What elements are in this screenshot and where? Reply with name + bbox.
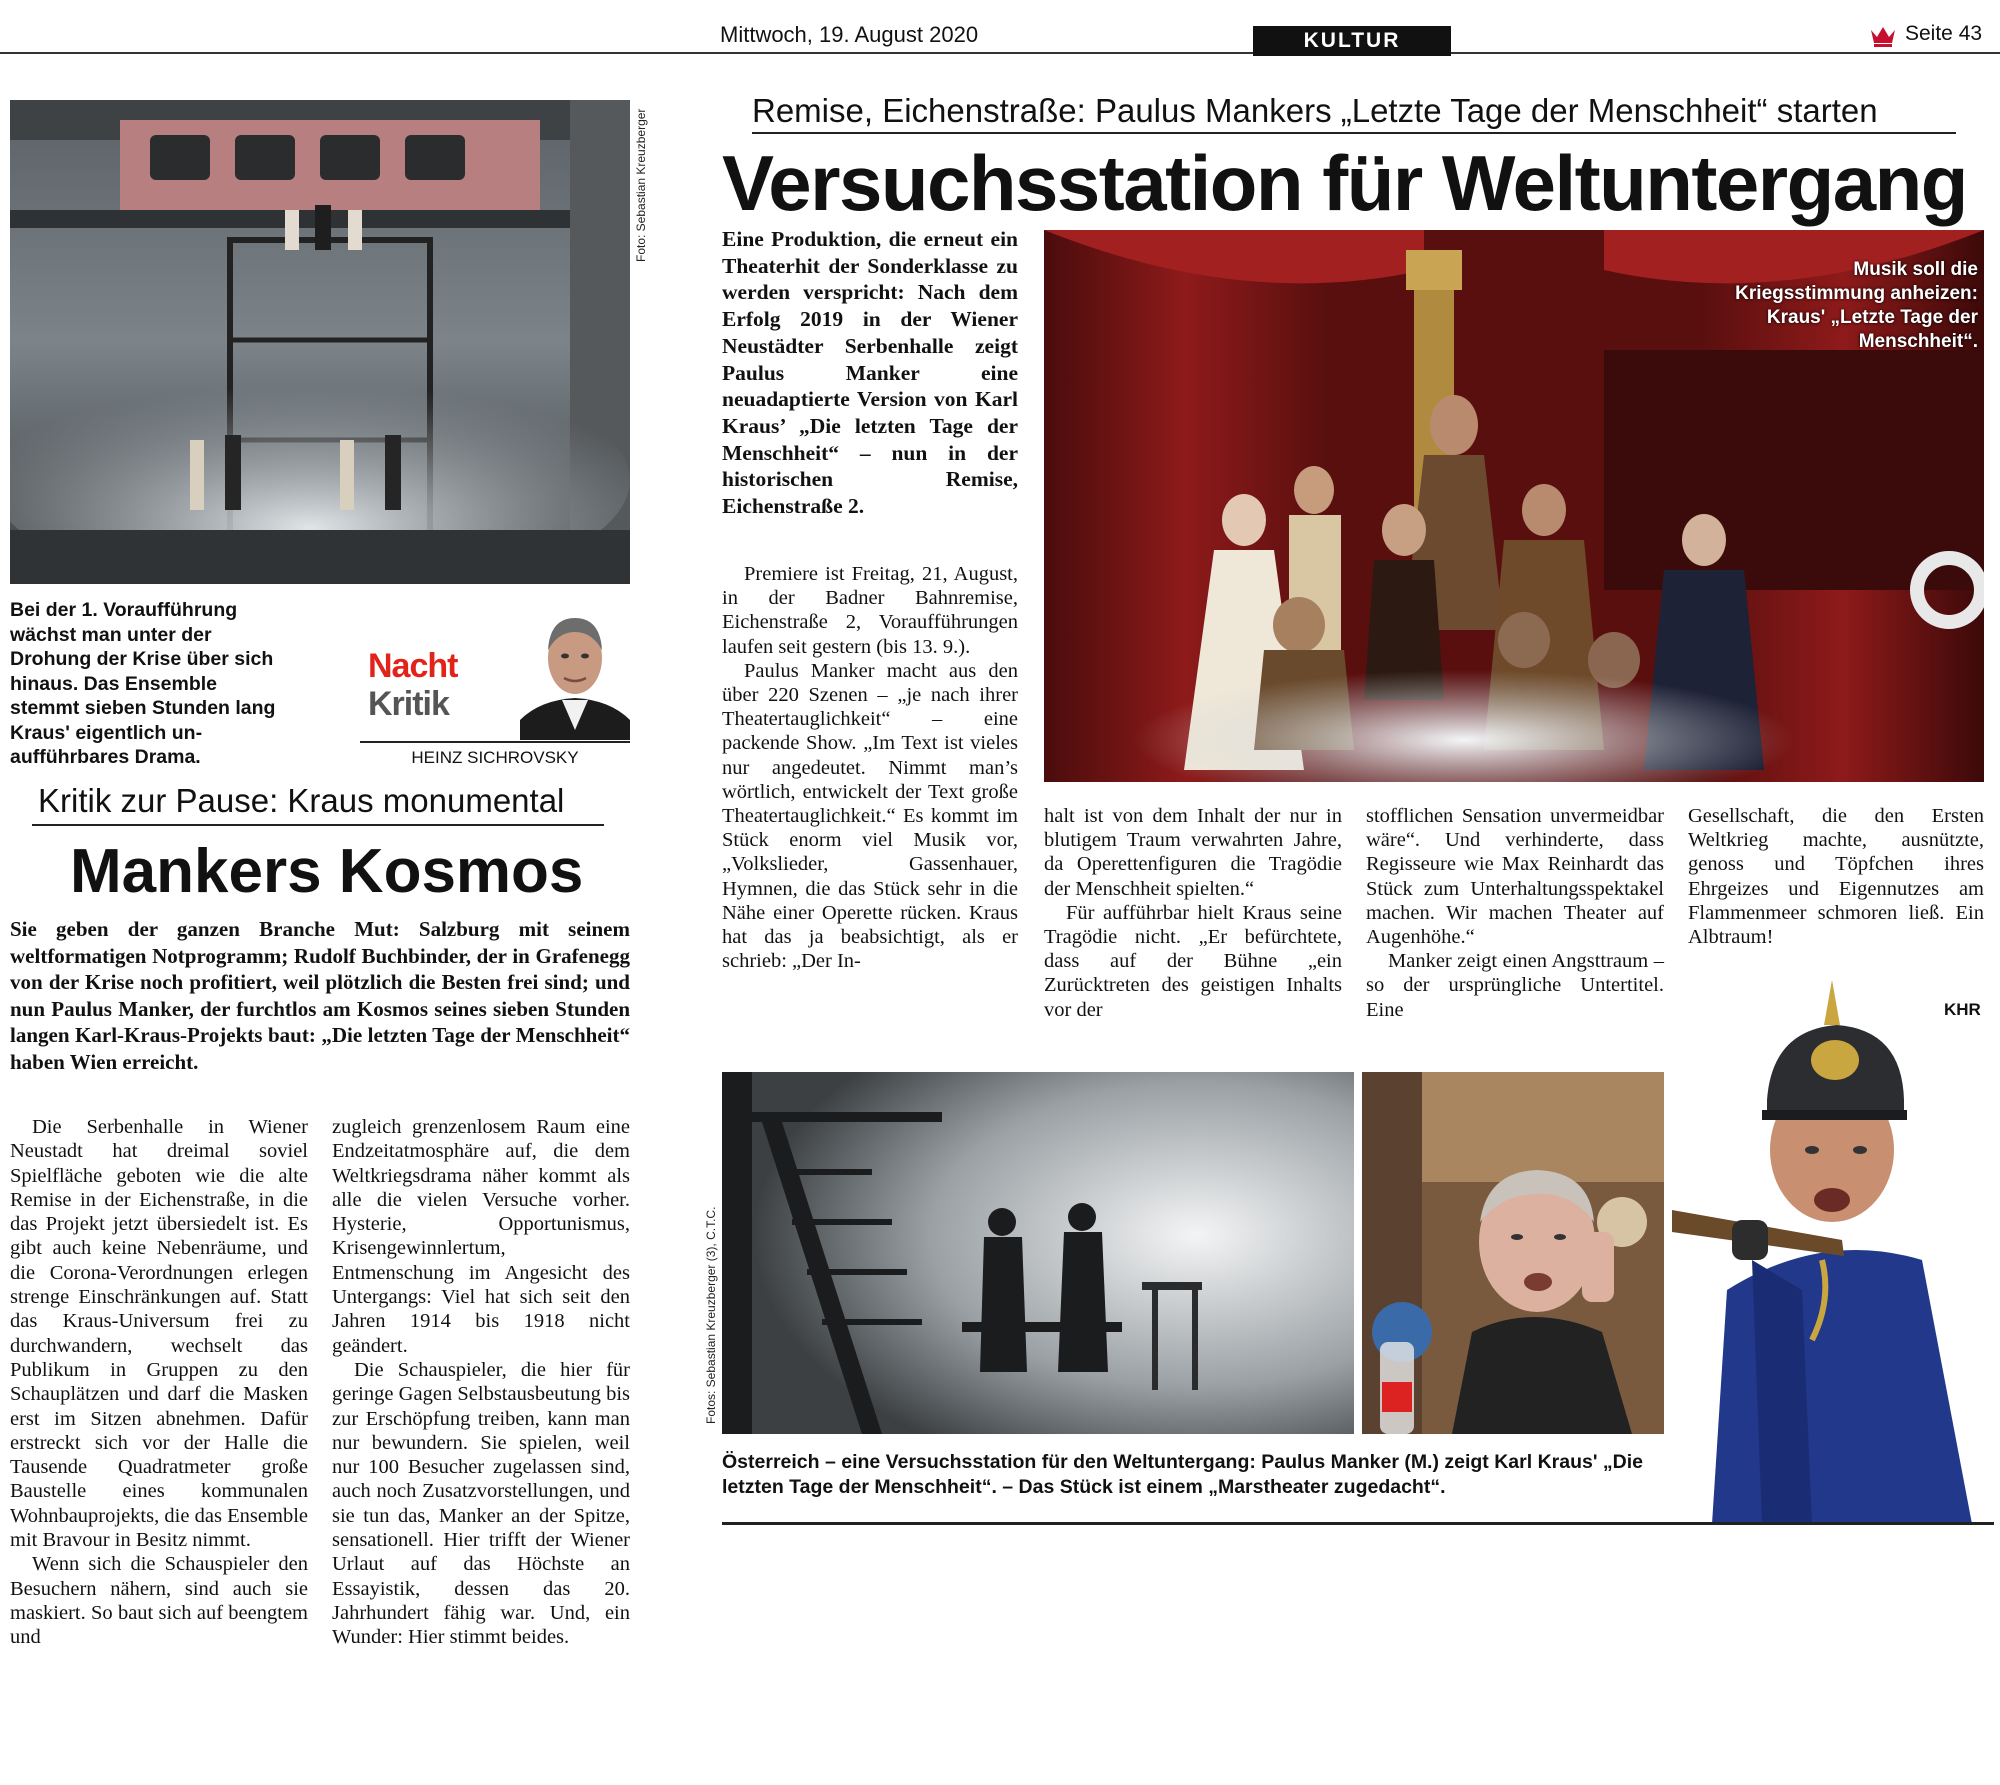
- right-kicker: Remise, Eichenstraße: Paulus Mankers „Letzte Tage der Menschheit“ starten: [752, 92, 1878, 129]
- author-portrait: [520, 600, 630, 740]
- bottom-caption: Österreich – eine Versuchsstation für den Weltuntergang: Paulus Manker (M.) zeigt Karl Kraus' „Die letzten Tage der Menschheit“. – Das Stück ist einem „Marstheater zugedacht“.: [722, 1451, 1643, 1498]
- right-lead: Eine Produktion, die erneut ein Theaterhit der Sonderklasse zu werden verspricht: Nach dem Erfolg 2019 in der Wiener Neustädter Serbenhalle zeigt Paulus Manker eine neuadaptierte Version von Karl Kraus’ „Die letzten Tage der Menschheit“ – nun in der historischen Remise, Eichenstraße 2.: [722, 227, 1018, 519]
- stage-photo-left: [10, 100, 630, 584]
- page-number: Seite 43: [1905, 22, 1983, 45]
- crown-icon: [1870, 24, 1896, 48]
- author-name: HEINZ SICHROVSKY: [411, 748, 579, 767]
- right-column-3: [1366, 804, 1664, 1022]
- right-bottom-rule: [722, 1522, 1994, 1525]
- paragraph: Die Schauspieler, die hier für geringe Gagen Selbstausbeutung bis zur Erschöpfung treiben, kann man nur bewundern. Sie spielen, weil nur 100 Besucher zugelassen sind, auch noch Zusatzvorstellungen, und sie tun das, Manker an der Spitze, sensationell. Hier trifft der Wiener Urlaut auf das Höchste an Essayistik, dessen das 20. Jahrhundert fähig war. Und, ein Wunder: Hier stimmt beides.: [332, 1358, 630, 1649]
- paragraph: stofflichen Sensation unvermeidbar wäre“. Und verhinderte, dass Regisseure wie Max Reinhardt das Stück zum Unterhaltungsspektakel machen. Wir machen Theater auf Augenhöhe.“: [1366, 805, 1664, 949]
- paragraph: Manker zeigt einen Angsttraum – so der ursprüngliche Untertitel. Eine: [1366, 950, 1664, 1021]
- right-kicker-rule: [752, 132, 1956, 134]
- right-column-1: [722, 562, 1018, 973]
- paragraph: Premiere ist Freitag, 21, August, in der Badner Bahnremise, Eichenstraße 2, Voraufführungen laufen seit gestern (bis 13. 9.).: [722, 563, 1018, 658]
- left-headline: Mankers Kosmos: [70, 837, 584, 906]
- nacht-label: Nacht: [368, 647, 458, 685]
- right-column-2: [1044, 804, 1342, 1022]
- left-kicker: Kritik zur Pause: Kraus monumental: [38, 782, 565, 819]
- right-headline: Versuchsstation für Weltuntergang: [722, 139, 1967, 227]
- section-label: KULTUR: [1253, 26, 1451, 56]
- main-photo-caption: Musik soll die Kriegsstimmung anheizen: Kraus' „Letzte Tage der Menschheit“.: [1735, 259, 1978, 352]
- nacht-kritik-rule: [360, 741, 630, 743]
- right-column-4: [1688, 804, 1984, 949]
- manker-portrait-photo: [1362, 1072, 1664, 1434]
- paragraph: zugleich grenzenlosem Raum eine Endzeitatmosphäre auf, die dem Weltkriegsdrama näher kommt als alle die vielen Versuche vorher. Hysterie, Opportunismus, Krisengewinnlertum, Entmenschung im Angesicht des Untergangs: Viel hat sich seit den Jahren 1914 bis 1918 nicht geändert.: [332, 1116, 630, 1357]
- silhouette-photo: [722, 1072, 1354, 1434]
- paragraph: Wenn sich die Schauspieler den Besuchern nähern, sind auch sie maskiert. So baut sich auf beengtem und: [10, 1553, 308, 1649]
- paragraph: Für aufführbar hielt Kraus seine Tragödie nicht. „Er befürchtete, dass auf der Bühne „ein Zurücktreten des geistigen Inhalts vor der: [1044, 901, 1342, 1021]
- kritik-label: Kritik: [368, 685, 449, 723]
- issue-date: Mittwoch, 19. August 2020: [720, 22, 979, 47]
- left-photo-caption: Bei der 1. Voraufführung wächst man unter der Drohung der Krise über sich hinaus. Das Ensemble stemmt sieben Stunden lang Kraus' eigentlich un-aufführbares Drama.: [10, 599, 276, 768]
- author-signature: KHR: [1944, 1000, 1981, 1019]
- left-column-2: [332, 1115, 630, 1650]
- soldier-cutout-photo: [1672, 960, 1994, 1524]
- bottom-photo-credit: Fotos: Sebastian Kreuzberger (3), C.T.C.: [704, 1206, 718, 1424]
- paragraph: Gesellschaft, die den Ersten Weltkrieg machte, ausnützte, genoss und Töpfchen ihres Ehrgeizes und Eigennutzes am Flammenmeer schmoren ließ. Ein Albtraum!: [1688, 805, 1984, 949]
- left-photo-credit: Foto: Sebastian Kreuzberger: [634, 108, 648, 262]
- left-column-1: [10, 1115, 308, 1650]
- paragraph: halt ist von dem Inhalt der nur in blutigem Traum verwahrten Jahre, da Operettenfiguren die Tragödie der Menschheit spielten.“: [1044, 805, 1342, 900]
- header-rule: [0, 52, 2000, 54]
- paragraph: Die Serbenhalle in Wiener Neustadt hat dreimal soviel Spielfläche geboten wie die alte Remise in der Eichenstraße, in die das Projekt jetzt übersiedelt ist. Es gibt auch keine Nebenräume, und die Corona-Verordnungen erlegen strenge Einschränkungen auf. Statt das Kraus-Universum frei zu durchwandern, wechselt das Publikum in Gruppen zu den Schauplätzen und darf die Masken erst im Sitzen abnehmen. Dafür erstreckt sich vor der Halle die Tausende Quadratmeter große Baustelle eines kommunalen Wohnbauprojekts, die das Ensemble mit Bravour in Besitz nimmt.: [10, 1116, 308, 1552]
- left-kicker-rule: [32, 824, 604, 826]
- left-lead: Sie geben der ganzen Branche Mut: Salzburg mit seinem weltformatigen Notprogramm; Rudolf Buchbinder, der in Grafenegg von der Krise noch profitiert, weil plötzlich die Besten frei sind; und nun Paulus Manker, der furchtlos am Kosmos seines sieben Stunden langen Karl-Kraus-Projekts baut: „Die letzten Tage der Menschheit“ haben Wien erreicht.: [10, 917, 630, 1074]
- paragraph: Paulus Manker macht aus den über 220 Szenen – „je nach ihrer Theatertauglichkeit“ – eine packende Show. „Im Text ist vieles nur angedeutet. Nimmt man’s wörtlich, entwickelt der Text große Theatertauglichkeit.“ Es kommt im Stück enorm viel Musik vor, „Volkslieder, Gassenhauer, Hymnen, die das Stück sehr in die Nähe einer Operette rücken. Kraus hat das ja beabsichtigt, als er schrieb: „Der In-: [722, 659, 1018, 973]
